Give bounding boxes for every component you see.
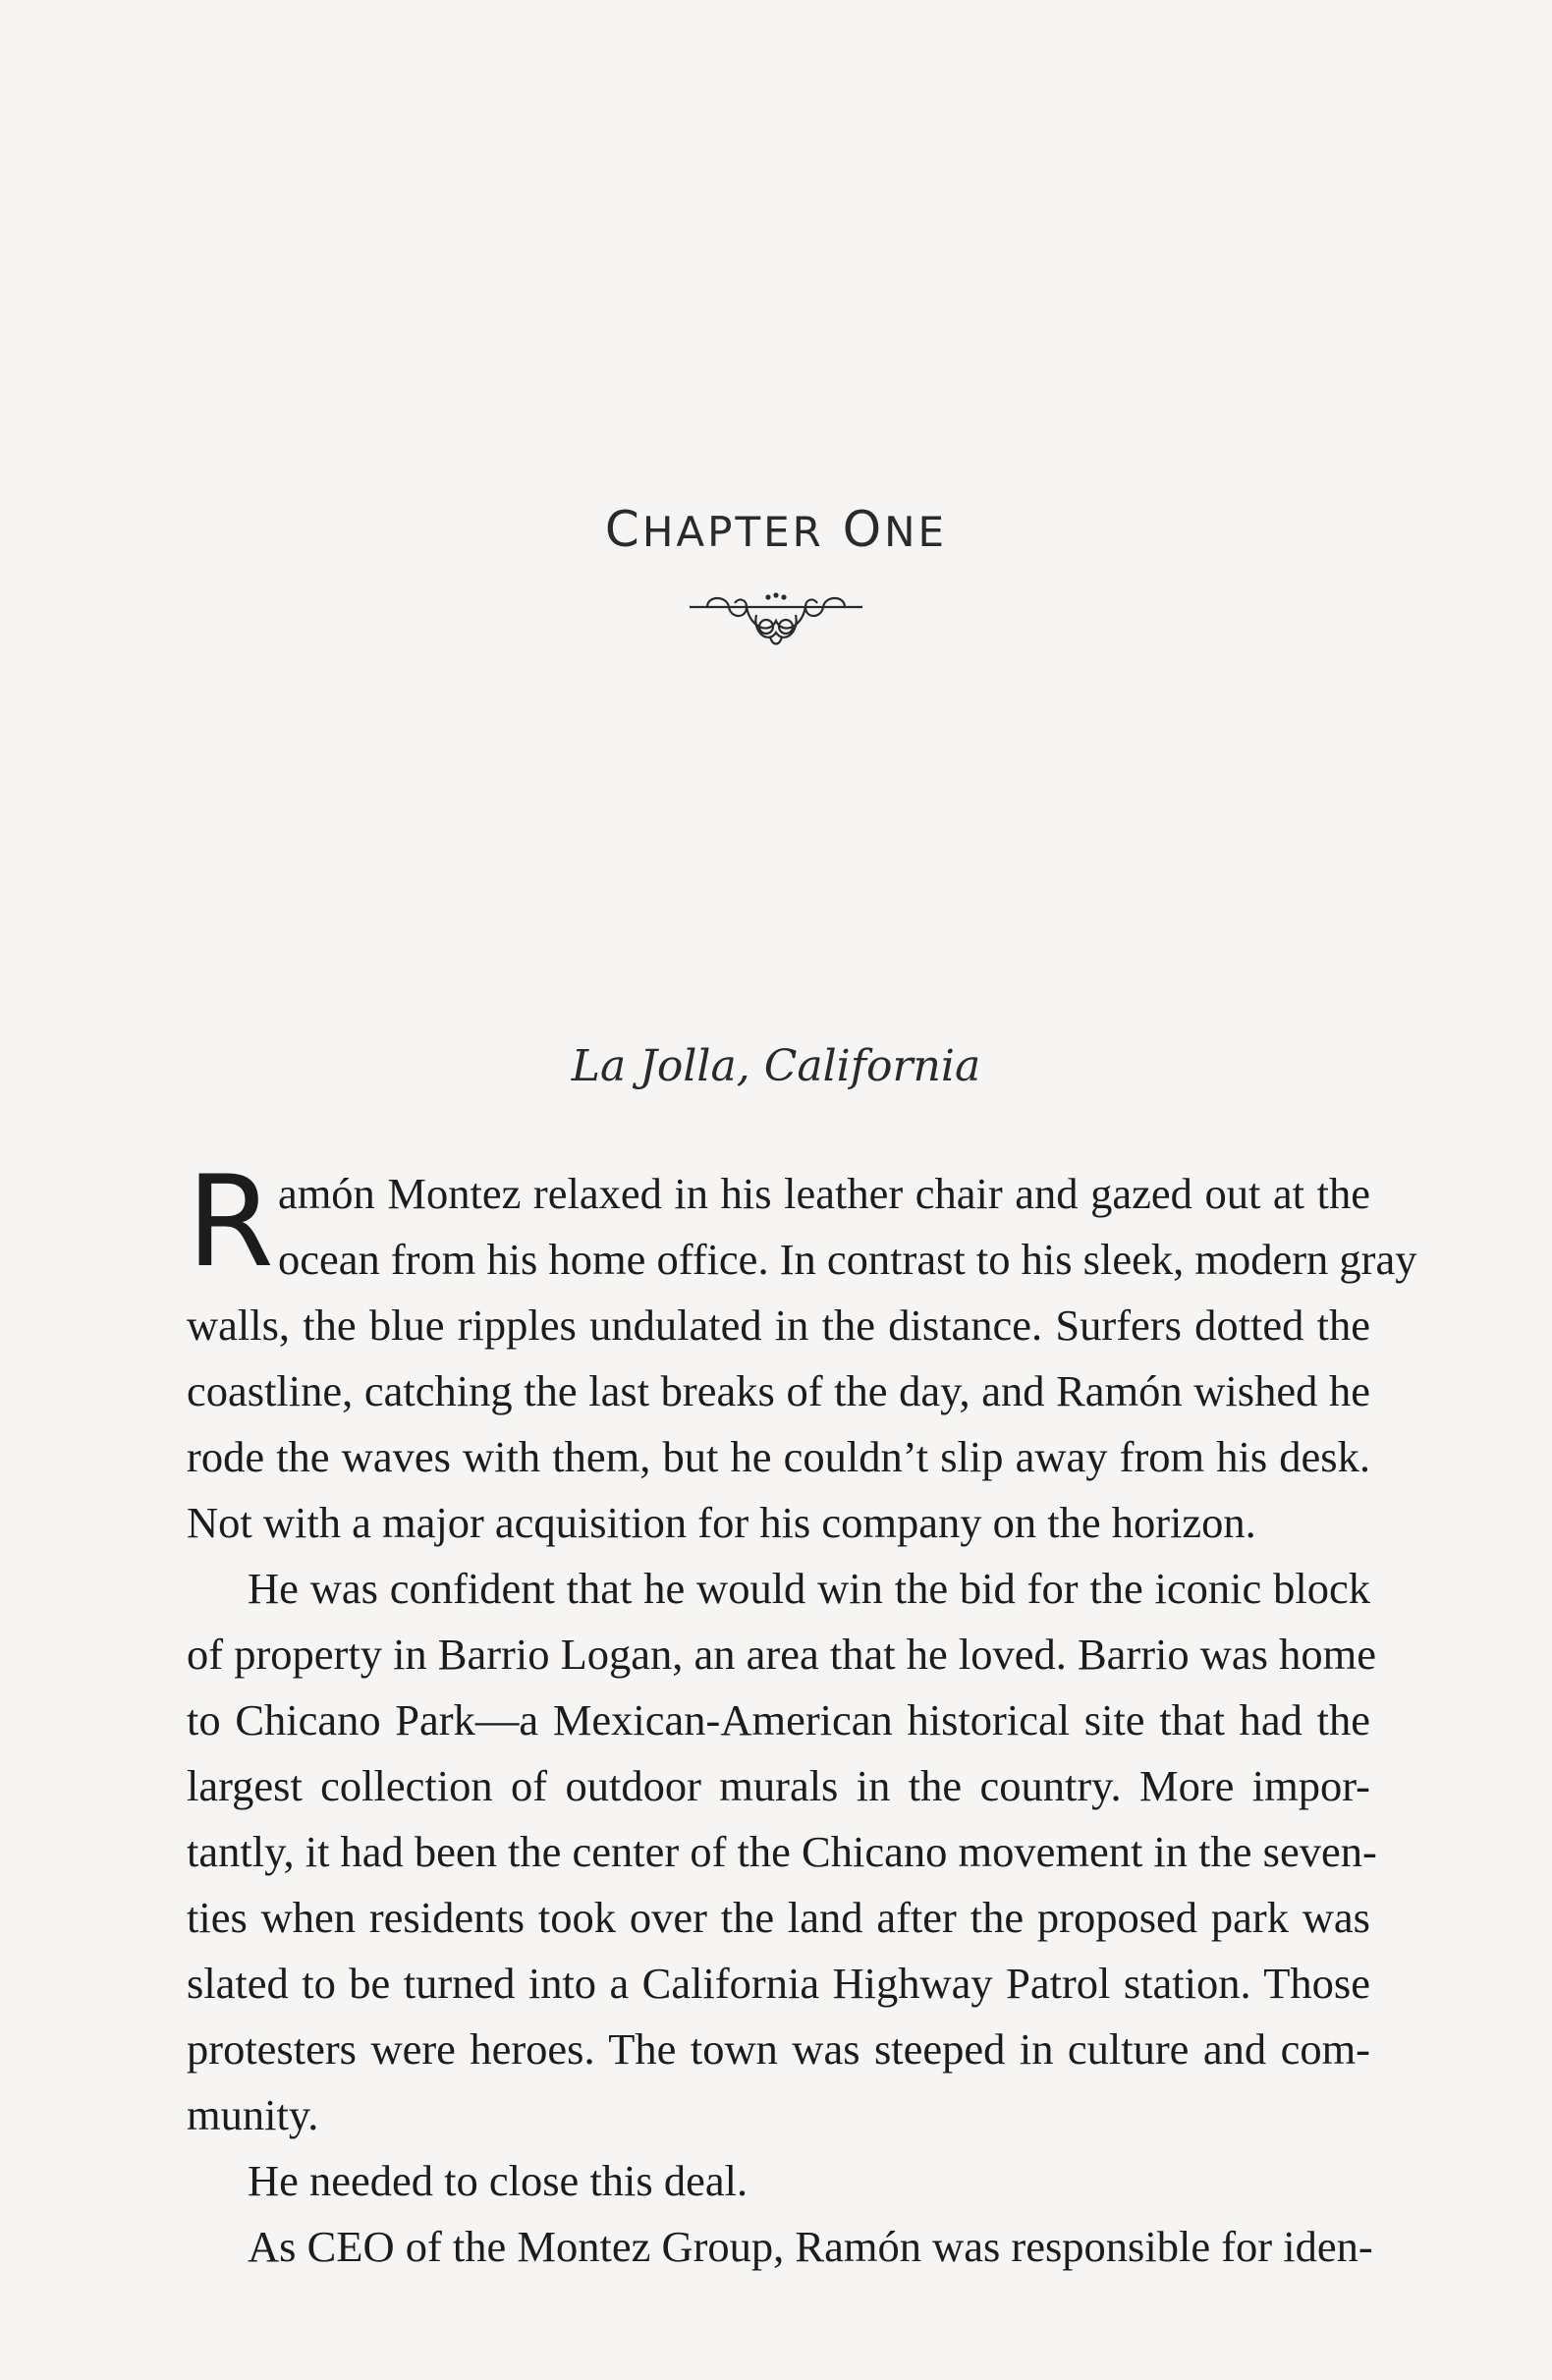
drop-cap: R [187,1149,274,1296]
chapter-body [187,1149,1417,2280]
paragraph-1 [187,1149,1417,1556]
text-line: As CEO of the Montez Group, Ramón was responsible for iden- [248,2222,1373,2271]
chapter-title [0,501,1552,558]
text-line: coastline, catching the last breaks of the day, and Ramón wished he [187,1366,1370,1415]
chapter-title-initial-o: O [842,501,885,558]
paragraph-4 [187,2214,1373,2280]
text-line: munity. [187,2090,319,2139]
paragraph-2 [187,1556,1377,2148]
chapter-title-rest-ne: NE [884,508,948,556]
text-line: tantly, it had been the center of the Chicano movement in the seven- [187,1827,1377,1876]
text-line: amón Montez relaxed in his leather chair and gazed out at the [277,1169,1370,1218]
text-line: to Chicano Park—a Mexican-American historical site that had the [187,1695,1370,1744]
text-line: He needed to close this deal. [248,2156,748,2205]
text-line: walls, the blue ripples undulated in the distance. Surfers dotted the [187,1301,1370,1350]
text-line: Not with a major acquisition for his company on the horizon. [187,1498,1256,1547]
paragraph-3 [187,2148,1370,2214]
text-line: He was confident that he would win the bid for the iconic block [248,1564,1370,1613]
text-line: largest collection of outdoor murals in the country. More impor- [187,1761,1370,1810]
text-line: ties when residents took over the land after the proposed park was [187,1893,1370,1942]
chapter-location: La Jolla, California [571,1041,981,1091]
chapter-title-initial-c: C [604,501,642,558]
scroll-flourish-icon [688,585,864,664]
text-line: rode the waves with them, but he couldn’t slip away from his desk. [187,1432,1370,1481]
text-line: slated to be turned into a California Highway Patrol station. Those [187,1959,1370,2008]
text-line: ocean from his home office. In contrast to his sleek, modern gray [277,1235,1417,1284]
text-line: of property in Barrio Logan, an area that he loved. Barrio was home [187,1630,1376,1679]
text-line: protesters were heroes. The town was steeped in culture and com- [187,2024,1370,2074]
chapter-title-rest-hapter: HAPTER [641,508,824,556]
